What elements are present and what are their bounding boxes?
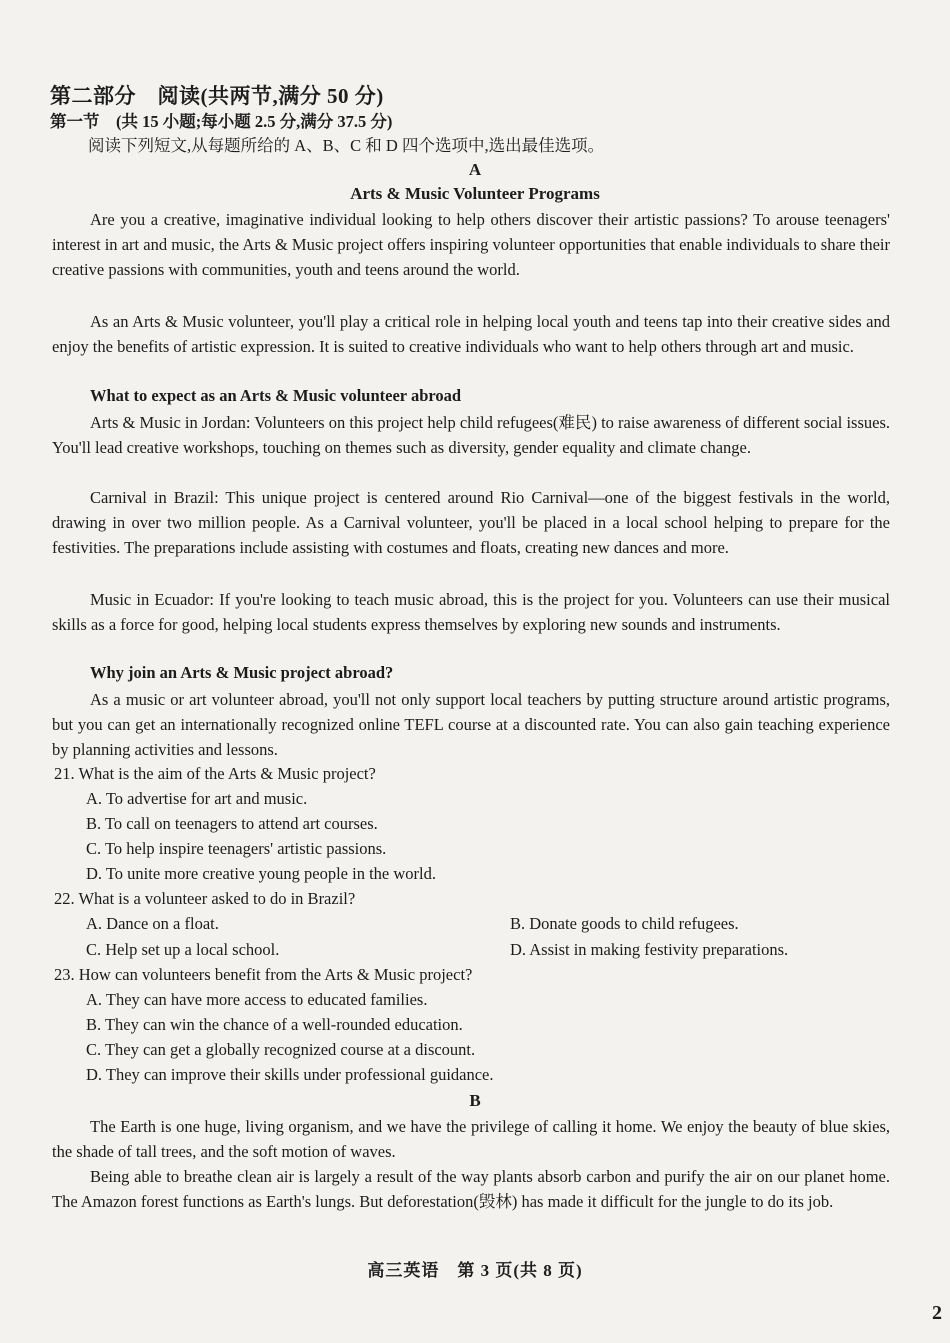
section-title: 第一节 (共 15 小题;每小题 2.5 分,满分 37.5 分): [50, 112, 393, 131]
passage-a-paragraph-6: As a music or art volunteer abroad, you'll not only support local teachers by putting structure around artistic programs, but you can get an internationally recognized online TEFL course at a discounted rate. You can also gain teaching experience by planning activities and lessons.: [52, 690, 890, 759]
passage-a-subhead-2: Why join an Arts & Music project abroad?: [90, 663, 394, 682]
part-title: 第二部分 阅读(共两节,满分 50 分): [50, 84, 384, 108]
question-21-option-a: A. To advertise for art and music.: [86, 789, 308, 808]
passage-a-title: Arts & Music Volunteer Programs: [350, 184, 600, 203]
question-23-option-b: B. They can win the chance of a well-rounded education.: [86, 1015, 463, 1034]
question-23-option-c: C. They can get a globally recognized course at a discount.: [86, 1040, 476, 1059]
question-23-option-d: D. They can improve their skills under professional guidance.: [86, 1065, 494, 1084]
corner-page-mark: 2: [932, 1302, 942, 1324]
passage-a-paragraph-5: Music in Ecuador: If you're looking to teach music abroad, this is the project for you. Volunteers can use their musical skills as a force for good, helping local students express themselves by exploring new sounds and instruments.: [52, 590, 890, 634]
question-21-option-d: D. To unite more creative young people in the world.: [86, 864, 436, 883]
question-21-option-b: B. To call on teenagers to attend art courses.: [86, 814, 378, 833]
question-22-option-c: C. Help set up a local school.: [86, 940, 280, 959]
passage-a-paragraph-3: Arts & Music in Jordan: Volunteers on this project help child refugees(难民) to raise awareness of different social issues. You'll lead creative workshops, touching on themes such as diversity, gender equality and climate change.: [52, 413, 890, 457]
question-22-option-d: D. Assist in making festivity preparations.: [510, 940, 789, 959]
question-23-option-a: A. They can have more access to educated families.: [86, 990, 428, 1009]
passage-a-paragraph-1: Are you a creative, imaginative individual looking to help others discover their artistic passions? To arouse teenagers' interest in art and music, the Arts & Music project offers inspiring volunteer opportunities that enable individuals to share their creative passions with communities, youth and teens around the world.: [52, 210, 890, 279]
passage-a-paragraph-2: As an Arts & Music volunteer, you'll play a critical role in helping local youth and teens tap into their creative sides and enjoy the benefits of artistic expression. It is suited to creative individuals who want to help others through art and music.: [52, 312, 890, 356]
question-22-option-a: A. Dance on a float.: [86, 914, 219, 933]
passage-a-letter: A: [468, 160, 482, 179]
page-footer: 高三英语 第 3 页(共 8 页): [367, 1261, 583, 1280]
instruction: 阅读下列短文,从每题所给的 A、B、C 和 D 四个选项中,选出最佳选项。: [88, 136, 605, 155]
question-23-stem: 23. How can volunteers benefit from the Arts & Music project?: [54, 965, 473, 984]
question-21-stem: 21. What is the aim of the Arts & Music project?: [54, 764, 376, 783]
question-21-option-c: C. To help inspire teenagers' artistic passions.: [86, 839, 387, 858]
passage-a-paragraph-4: Carnival in Brazil: This unique project is centered around Rio Carnival—one of the biggest festivals in the world, drawing in over two million people. As a Carnival volunteer, you'll be placed in a local school helping to prepare for the festivities. The preparations include assisting with costumes and floats, creating new dances and more.: [52, 488, 890, 557]
question-22-stem: 22. What is a volunteer asked to do in Brazil?: [54, 889, 356, 908]
question-22-option-b: B. Donate goods to child refugees.: [510, 914, 739, 933]
passage-b-paragraph-1: The Earth is one huge, living organism, and we have the privilege of calling it home. We enjoy the beauty of blue skies, the shade of tall trees, and the soft motion of waves.: [52, 1117, 890, 1161]
passage-a-subhead-1: What to expect as an Arts & Music volunteer abroad: [90, 386, 462, 405]
passage-b-paragraph-2: Being able to breathe clean air is largely a result of the way plants absorb carbon and purify the air on our planet home. The Amazon forest functions as Earth's lungs. But deforestation(毁林) has made it difficult for the jungle to do its job.: [52, 1167, 890, 1211]
passage-b-letter: B: [469, 1091, 481, 1110]
